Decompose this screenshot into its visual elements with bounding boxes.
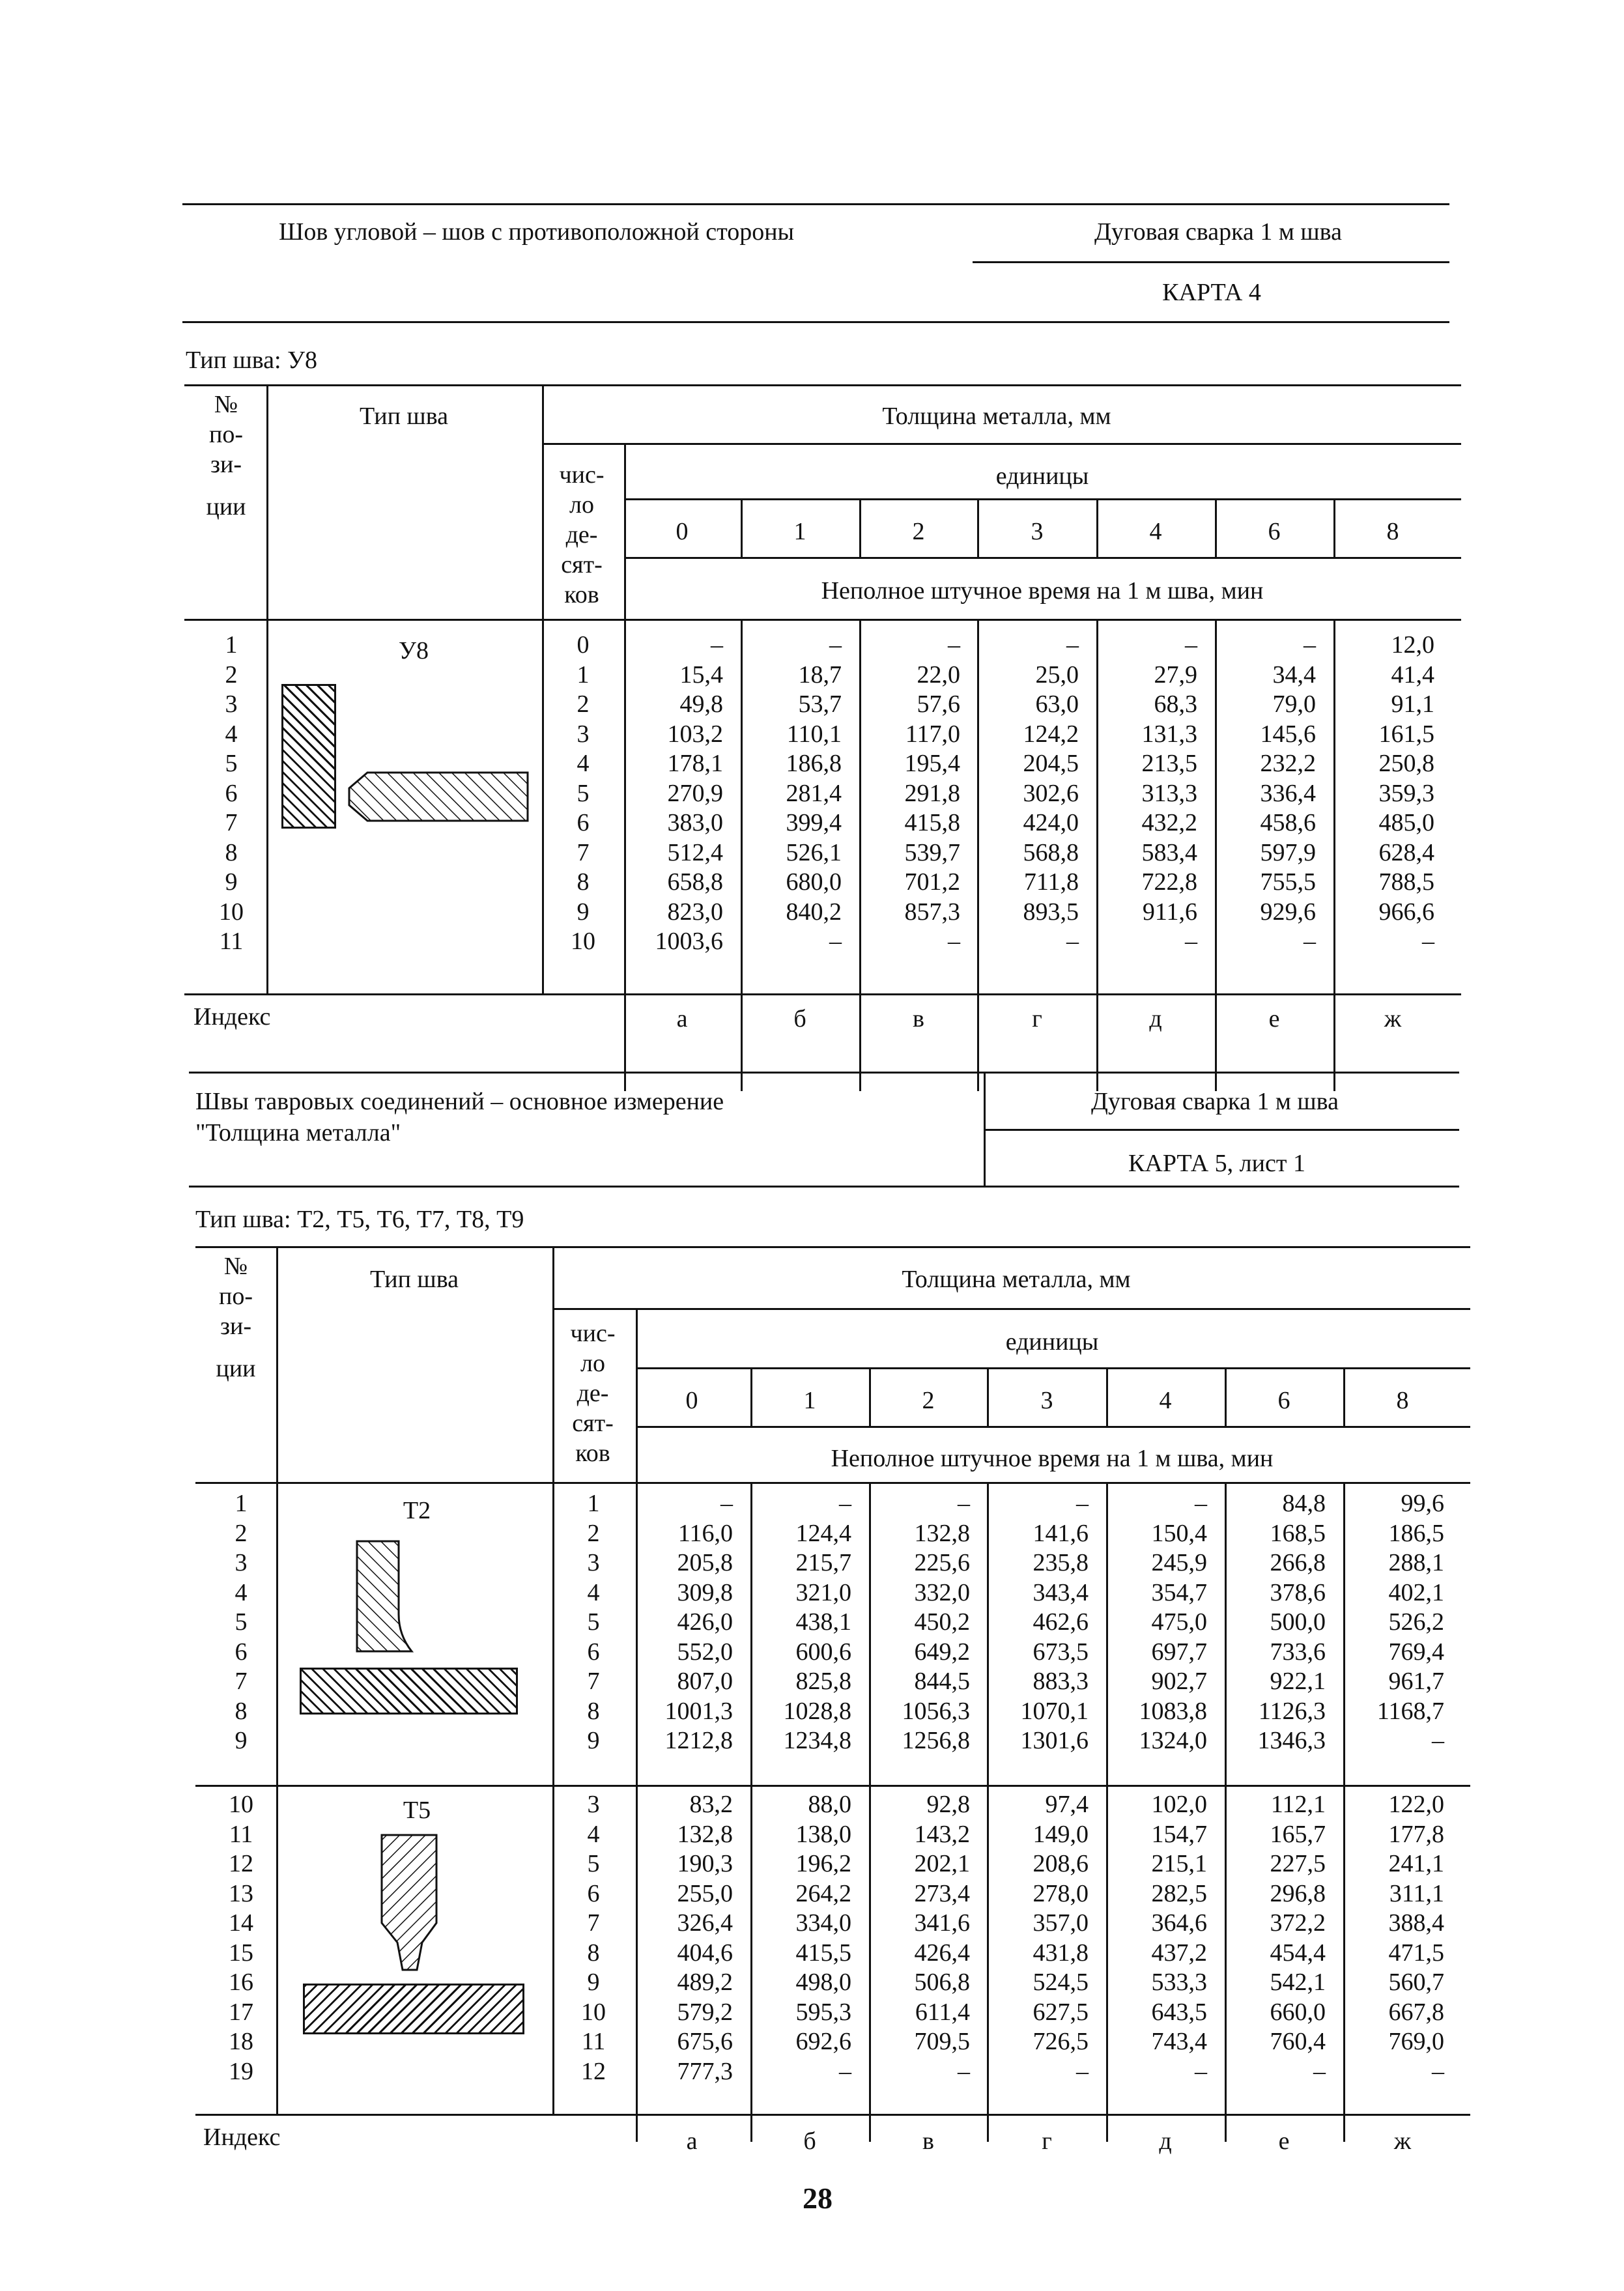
card5-g1-tens: 1 2 3 4 5 6 7 8 9 <box>587 1490 600 1754</box>
card4-left-title: Шов угловой – шов с противоположной стороны <box>279 218 795 246</box>
card4-index-b: б <box>793 1005 806 1032</box>
card5-index-g: г <box>1042 2127 1052 2155</box>
card5-head-pos-3: зи- <box>220 1313 252 1340</box>
card5-unit-1: 1 <box>803 1387 816 1414</box>
card5-unit-4: 4 <box>1159 1387 1172 1414</box>
card4-card-label: КАРТА 4 <box>1162 279 1261 306</box>
card5-g2-col-2: 92,8 143,2 202,1 273,4 341,6 426,4 506,8 611,4 709,5 – <box>914 1791 970 2085</box>
card4-index-v: в <box>913 1005 924 1032</box>
card4-tens: 0 1 2 3 4 5 6 7 8 9 10 <box>571 631 595 955</box>
card5-index-zh: ж <box>1393 2127 1412 2155</box>
card5-left-title-1: Швы тавровых соединений – основное измерение <box>195 1088 724 1115</box>
card4-head-thickness: Толщина металла, мм <box>882 403 1111 430</box>
card4-unit-1: 1 <box>793 518 806 545</box>
card5-g2-col-4: 102,0 154,7 215,1 282,5 364,6 437,2 533,3 643,5 743,4 – <box>1151 1791 1207 2085</box>
card5-index-d: д <box>1159 2127 1172 2155</box>
card5-head-tens-3: де- <box>577 1380 609 1407</box>
card4-index-a: а <box>676 1005 688 1032</box>
card5-head-tens-4: сят- <box>572 1410 614 1437</box>
card5-g1-col-1: – 124,4 215,7 321,0 438,1 600,6 825,8 1028,8 1234,8 <box>783 1490 851 1754</box>
card4-index-e: е <box>1268 1005 1280 1032</box>
card5-unit-8: 8 <box>1396 1387 1409 1414</box>
card4-col-4: – 27,9 68,3 131,3 213,5 313,3 432,2 583,4 722,8 911,6 – <box>1141 631 1197 955</box>
card5-head-type: Тип шва <box>369 1266 459 1293</box>
card4-head-tens-5: ков <box>564 581 599 608</box>
card4-positions: 1 2 3 4 5 6 7 8 9 10 11 <box>219 631 244 955</box>
card5-g2-col-0: 83,2 132,8 190,3 255,0 326,4 404,6 489,2 579,2 675,6 777,3 <box>677 1791 733 2085</box>
card5-head-pos-4: ции <box>216 1355 256 1382</box>
card5-unit-0: 0 <box>685 1387 698 1414</box>
card4-head-pos-1: № <box>214 391 238 418</box>
card4-weld-type-label: Тип шва: У8 <box>186 347 317 374</box>
card4-head-pos-4: ции <box>206 493 246 520</box>
card4-head-pos-2: по- <box>209 421 243 448</box>
card4-head-pos-3: зи- <box>210 451 242 478</box>
card5-head-tens-1: чис- <box>570 1320 616 1347</box>
card5-g2-col-3: 97,4 149,0 208,6 278,0 357,0 431,8 524,5 627,5 726,5 – <box>1033 1791 1089 2085</box>
card5-head-pos-2: по- <box>219 1283 253 1310</box>
card4-col-3: – 25,0 63,0 124,2 204,5 302,6 424,0 568,8 711,8 893,5 – <box>1023 631 1079 955</box>
card5-g1-col-4: – 150,4 245,9 354,7 475,0 697,7 902,7 1083,8 1324,0 <box>1139 1490 1207 1754</box>
card5-unit-6: 6 <box>1277 1387 1290 1414</box>
card5-right-title: Дуговая сварка 1 м шва <box>1091 1088 1339 1115</box>
card5-unit-3: 3 <box>1040 1387 1053 1414</box>
card4-unit-3: 3 <box>1031 518 1044 545</box>
page-number: 28 <box>803 2182 833 2215</box>
card4-col-6: – 34,4 79,0 145,6 232,2 336,4 458,6 597,9 755,5 929,6 – <box>1260 631 1316 955</box>
card4-col-2: – 22,0 57,6 117,0 195,4 291,8 415,8 539,7 701,2 857,3 – <box>904 631 960 955</box>
card4-unit-6: 6 <box>1268 518 1281 545</box>
card4-head-time: Неполное штучное время на 1 м шва, мин <box>821 577 1264 605</box>
card5-weld-type-label: Тип шва: Т2, Т5, Т6, Т7, Т8, Т9 <box>195 1206 524 1233</box>
card5-g1-col-2: – 132,8 225,6 332,0 450,2 649,2 844,5 1056,3 1256,8 <box>902 1490 970 1754</box>
card4-head-tens-3: де- <box>565 521 598 548</box>
card4-col-8: 12,0 41,4 91,1 161,5 250,8 359,3 485,0 628,4 788,5 966,6 – <box>1378 631 1434 955</box>
card5-index-e: е <box>1278 2127 1290 2155</box>
card5-head-tens-5: ков <box>575 1440 610 1467</box>
card4-head-tens-1: чис- <box>559 461 605 489</box>
card5-g1-type-name: Т2 <box>403 1497 431 1524</box>
card4-type-name: У8 <box>399 637 429 664</box>
card5-card-label: КАРТА 5, лист 1 <box>1128 1150 1305 1177</box>
card5-head-tens-2: ло <box>580 1350 605 1377</box>
card4-unit-2: 2 <box>912 518 925 545</box>
card4-right-title: Дуговая сварка 1 м шва <box>1094 218 1342 246</box>
card4-unit-4: 4 <box>1149 518 1162 545</box>
card5-index-label: Индекс <box>203 2124 281 2151</box>
card5-g2-tens: 3 4 5 6 7 8 9 10 11 12 <box>581 1791 606 2085</box>
card4-col-1: – 18,7 53,7 110,1 186,8 281,4 399,4 526,1 680,0 840,2 – <box>786 631 842 955</box>
card5-index-a: а <box>686 2127 698 2155</box>
card4-head-units: единицы <box>995 462 1089 490</box>
card5-g1-col-6: 84,8 168,5 266,8 378,6 500,0 733,6 922,1 1126,3 1346,3 <box>1257 1490 1326 1754</box>
card5-g2-col-8: 122,0 177,8 241,1 311,1 388,4 471,5 560,7 667,8 769,0 – <box>1388 1791 1444 2085</box>
card5-head-units: единицы <box>1005 1328 1099 1356</box>
card5-unit-2: 2 <box>922 1387 935 1414</box>
card5-g2-positions: 10 11 12 13 14 15 16 17 18 19 <box>229 1791 253 2085</box>
card4-index-g: г <box>1032 1005 1042 1032</box>
card4-unit-8: 8 <box>1386 518 1399 545</box>
card5-g1-col-8: 99,6 186,5 288,1 402,1 526,2 769,4 961,7 1168,7 – <box>1376 1490 1444 1754</box>
card4-col-0: – 15,4 49,8 103,2 178,1 270,9 383,0 512,4 658,8 823,0 1003,6 <box>655 631 723 955</box>
card4-index-zh: ж <box>1384 1005 1402 1032</box>
card4-head-tens-2: ло <box>569 491 594 519</box>
card5-index-b: б <box>803 2127 816 2155</box>
card4-head-type: Тип шва <box>359 403 449 430</box>
card5-g1-positions: 1 2 3 4 5 6 7 8 9 <box>235 1490 248 1754</box>
card5-left-title-2: "Толщина металла" <box>195 1119 401 1146</box>
card5-g1-col-0: – 116,0 205,8 309,8 426,0 552,0 807,0 1001,3 1212,8 <box>664 1490 733 1754</box>
card5-g2-col-6: 112,1 165,7 227,5 296,8 372,2 454,4 542,1 660,0 760,4 – <box>1270 1791 1326 2085</box>
card5-head-pos-1: № <box>223 1253 248 1280</box>
card4-index-d: д <box>1149 1005 1162 1032</box>
card5-g2-col-1: 88,0 138,0 196,2 264,2 334,0 415,5 498,0 595,3 692,6 – <box>795 1791 851 2085</box>
card4-unit-0: 0 <box>676 518 689 545</box>
card5-index-v: в <box>922 2127 934 2155</box>
card5-head-thickness: Толщина металла, мм <box>902 1266 1131 1293</box>
card5-head-time: Неполное штучное время на 1 м шва, мин <box>831 1445 1274 1472</box>
card5-g2-type-name: Т5 <box>403 1797 431 1824</box>
card4-head-tens-4: сят- <box>561 551 603 578</box>
card4-index-label: Индекс <box>193 1003 271 1031</box>
card5-g1-col-3: – 141,6 235,8 343,4 462,6 673,5 883,3 1070,1 1301,6 <box>1020 1490 1089 1754</box>
